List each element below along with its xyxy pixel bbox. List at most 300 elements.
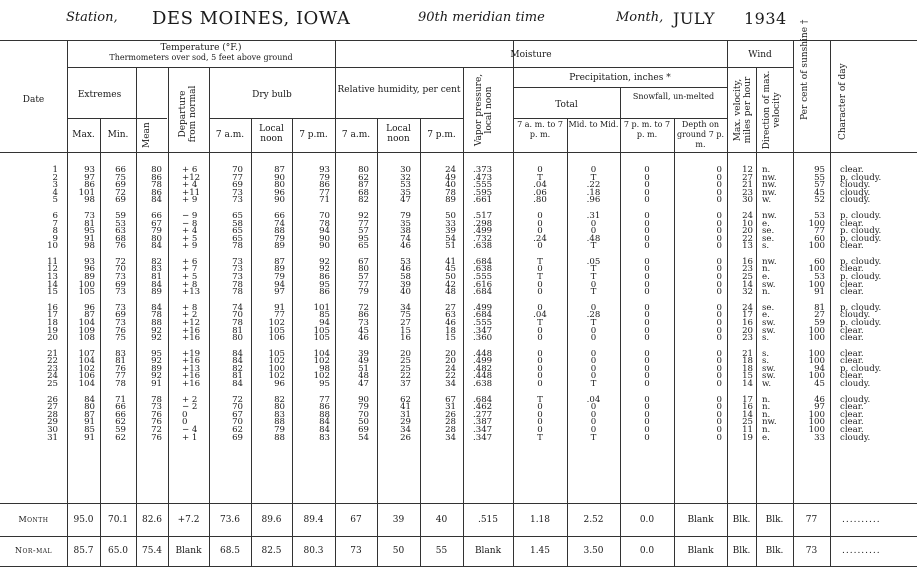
table-cell: 105 <box>78 287 95 298</box>
table-cell: 0 <box>716 348 722 359</box>
table-cell: 22 <box>742 233 753 244</box>
min-header: Min. <box>107 130 129 140</box>
table-cell: 68 <box>115 233 126 244</box>
rh-7am-header: 7 a.m. <box>341 130 371 140</box>
normal-bottom-rule <box>0 566 917 567</box>
table-cell: 0 <box>644 241 650 252</box>
table-cell: 47 <box>358 379 369 389</box>
table-cell: 39 <box>358 348 369 359</box>
table-cell: nw. <box>762 187 777 198</box>
table-cell: 0 <box>644 272 650 282</box>
table-cell: 38 <box>400 226 411 237</box>
table-cell: s. <box>762 348 770 359</box>
table-cell: .595 <box>473 187 493 198</box>
table-cell: 0 <box>590 302 597 313</box>
summary-cell: 55 <box>435 546 448 556</box>
data-bottom-rule <box>0 503 917 504</box>
table-cell: 62 <box>115 417 126 428</box>
table-cell: 0 <box>537 363 543 374</box>
table-cell: clear. <box>840 287 864 298</box>
table-cell: 87 <box>274 165 285 175</box>
table-cell: 83 <box>151 264 162 275</box>
table-cell: 73 <box>115 317 126 328</box>
table-cell: 105 <box>313 333 330 344</box>
table-cell: 0 <box>182 409 188 420</box>
table-cell: clear. <box>840 264 864 275</box>
table-cell: 69 <box>115 310 126 321</box>
table-cell: 21 <box>742 348 753 359</box>
table-cell: 0 <box>716 371 722 382</box>
table-cell: 45 <box>445 264 456 275</box>
table-cell: 66 <box>115 165 126 175</box>
summary-cell: 89.4 <box>303 515 324 525</box>
table-cell: 108 <box>78 333 95 344</box>
table-cell: 10 <box>47 241 58 252</box>
table-cell: 77 <box>358 218 369 229</box>
table-cell: 46 <box>400 241 411 252</box>
table-cell: 48 <box>358 371 369 382</box>
table-cell: 63 <box>445 310 456 321</box>
table-cell: 65 <box>358 241 369 252</box>
table-cell: 67 <box>358 256 369 267</box>
table-cell: .684 <box>473 394 493 405</box>
table-cell: 51 <box>445 241 456 252</box>
table-cell: p. cloudy. <box>840 363 882 374</box>
table-cell: 60 <box>814 256 825 267</box>
summary-cell: 80.3 <box>303 546 324 556</box>
precip-mid-header: Mid. to Mid. <box>568 120 619 129</box>
table-cell: 0 <box>644 356 650 367</box>
table-cell: 100 <box>808 333 825 344</box>
table-cell: 0 <box>537 165 543 175</box>
table-cell: 63 <box>115 226 126 237</box>
month-label: Month, <box>616 10 664 25</box>
table-cell: 106 <box>78 371 95 382</box>
summary-cell: Blank <box>687 546 714 556</box>
table-cell: 52 <box>814 195 825 206</box>
table-cell: 77 <box>319 394 330 405</box>
table-cell: 90 <box>274 172 285 183</box>
summary-dots: .......... <box>842 515 881 525</box>
rh-noon-header: Local noon <box>386 124 411 144</box>
table-cell: 12 <box>47 264 58 275</box>
table-cell: 0 <box>644 325 650 336</box>
table-cell: 0 <box>716 226 722 237</box>
table-cell: clear. <box>840 348 864 359</box>
table-cell: nw. <box>762 210 777 221</box>
table-cell: 76 <box>151 409 162 420</box>
table-cell: 69 <box>115 279 126 290</box>
table-cell: 90 <box>274 195 285 206</box>
table-cell: 0 <box>644 210 650 221</box>
table-cell: 0 <box>590 348 597 359</box>
table-cell: 0 <box>644 417 650 428</box>
table-cell: .04 <box>586 394 601 405</box>
table-cell: .684 <box>473 310 493 321</box>
summary-cell: 73 <box>805 546 818 556</box>
table-cell: 102 <box>313 356 330 367</box>
table-cell: 81 <box>232 325 243 336</box>
table-cell: .347 <box>473 432 493 443</box>
table-cell: 13 <box>47 272 58 282</box>
table-cell: 50 <box>358 417 369 428</box>
table-cell: 95 <box>814 165 825 175</box>
table-cell: 45 <box>358 325 369 336</box>
summary-cell: Blk. <box>765 546 784 556</box>
table-cell: 26 <box>47 394 58 405</box>
wind-rule <box>727 67 793 68</box>
table-cell: 0 <box>644 264 650 275</box>
table-cell: 76 <box>115 363 126 374</box>
table-cell: 81 <box>151 272 162 282</box>
table-cell: .05 <box>586 256 601 267</box>
table-cell: .732 <box>473 233 493 244</box>
table-cell: s. <box>762 356 770 367</box>
table-cell: 65 <box>232 210 243 221</box>
table-cell: 100 <box>808 348 825 359</box>
table-cell: 59 <box>115 210 126 221</box>
table-cell: 79 <box>400 210 411 221</box>
table-cell: 54 <box>358 432 369 443</box>
table-cell: 65 <box>232 226 243 237</box>
table-top-rule <box>0 40 917 41</box>
table-cell: .499 <box>473 356 493 367</box>
normal-summary-row-label: Nor-mal <box>14 546 53 555</box>
max-velocity-header: Max. velocity, miles per hour <box>733 76 753 144</box>
table-cell: 0 <box>590 417 597 428</box>
table-cell: 59 <box>115 424 126 435</box>
table-cell: n. <box>762 394 771 405</box>
table-cell: 0 <box>716 172 722 183</box>
table-cell: 49 <box>445 172 456 183</box>
table-cell: cloudy. <box>840 310 871 321</box>
table-cell: 22 <box>47 356 58 367</box>
table-cell: 18 <box>742 363 753 374</box>
table-cell: 0 <box>590 333 597 344</box>
table-cell: 94 <box>319 317 330 328</box>
table-cell: 71 <box>115 394 126 405</box>
table-cell: 0 <box>644 363 650 374</box>
table-cell: T <box>537 394 543 405</box>
table-cell: 0 <box>644 226 650 237</box>
table-cell: 0 <box>716 310 722 321</box>
table-cell: 0 <box>716 264 722 275</box>
table-cell: .661 <box>473 195 493 206</box>
table-cell: 77 <box>115 371 126 382</box>
table-cell: − 8 <box>182 218 198 229</box>
wind-header: Wind <box>748 50 772 60</box>
table-cell: 6 <box>52 210 58 221</box>
table-cell: 42 <box>445 279 456 290</box>
table-cell: 90 <box>319 241 330 252</box>
table-cell: 31 <box>47 432 58 443</box>
summary-cell: 85.7 <box>73 546 94 556</box>
table-cell: 86 <box>151 187 162 198</box>
table-cell: .499 <box>473 302 493 313</box>
table-cell: 73 <box>232 187 243 198</box>
date-header: Date <box>22 95 45 105</box>
table-cell: 92 <box>319 264 330 275</box>
table-cell: 0 <box>537 409 543 420</box>
table-cell: +12 <box>182 317 201 328</box>
table-cell: 45 <box>814 379 825 389</box>
table-row <box>0 335 917 343</box>
table-cell: 40 <box>445 180 456 191</box>
summary-cell: 77 <box>805 515 818 525</box>
table-cell: 46 <box>358 333 369 344</box>
table-cell: 32 <box>400 172 411 183</box>
table-cell: 89 <box>151 363 162 374</box>
table-cell: 0 <box>590 218 597 229</box>
table-cell: 95 <box>151 348 162 359</box>
table-cell: 50 <box>445 210 456 221</box>
table-cell: 78 <box>151 310 162 321</box>
table-cell: 74 <box>274 218 285 229</box>
table-cell: 69 <box>115 180 126 191</box>
table-cell: 76 <box>151 432 162 443</box>
table-cell: 84 <box>232 379 243 389</box>
table-cell: 80 <box>274 180 285 191</box>
summary-cell: +7.2 <box>177 515 200 525</box>
table-cell: 25 <box>400 363 411 374</box>
table-cell: 16 <box>742 317 753 328</box>
moisture-header: Moisture <box>510 50 552 60</box>
table-cell: +19 <box>182 348 201 359</box>
table-cell: 20 <box>445 348 456 359</box>
table-cell: 84 <box>232 356 243 367</box>
table-cell: 8 <box>52 226 58 237</box>
table-cell: 0 <box>537 226 543 237</box>
table-cell: 58 <box>400 272 411 282</box>
table-cell: 102 <box>268 356 285 367</box>
table-cell: 0 <box>537 348 543 359</box>
table-cell: 18 <box>742 356 753 367</box>
table-cell: 81 <box>84 218 95 229</box>
table-cell: 32 <box>742 287 753 298</box>
table-cell: 17 <box>742 394 753 405</box>
table-cell: 29 <box>47 417 58 428</box>
table-cell: + 8 <box>182 279 198 290</box>
table-cell: T <box>590 172 597 183</box>
table-cell: 24 <box>47 371 58 382</box>
table-cell: 0 <box>716 218 722 229</box>
table-cell: 0 <box>590 325 597 336</box>
table-cell: 0 <box>716 187 722 198</box>
table-cell: 100 <box>808 218 825 229</box>
table-cell: + 2 <box>182 394 198 405</box>
table-cell: +16 <box>182 333 201 344</box>
table-cell: 21 <box>742 180 753 191</box>
table-cell: 16 <box>742 402 753 413</box>
table-cell: 25 <box>400 356 411 367</box>
table-cell: 31 <box>445 402 456 413</box>
table-cell: sw. <box>762 371 776 382</box>
table-cell: 62 <box>115 432 126 443</box>
table-cell: 73 <box>115 302 126 313</box>
table-cell: p. cloudy. <box>840 272 882 282</box>
table-cell: 92 <box>358 210 369 221</box>
table-cell: .499 <box>473 226 493 237</box>
table-cell: .347 <box>473 325 493 336</box>
table-cell: 106 <box>268 333 285 344</box>
table-cell: .482 <box>473 363 493 374</box>
table-cell: 84 <box>84 394 95 405</box>
table-cell: sw. <box>762 279 776 290</box>
summary-cell: Blk. <box>765 515 784 525</box>
table-cell: 97 <box>274 287 285 298</box>
table-cell: 35 <box>400 218 411 229</box>
table-cell: 81 <box>232 371 243 382</box>
table-cell: 20 <box>445 356 456 367</box>
table-cell: 100 <box>78 279 95 290</box>
table-cell: 0 <box>716 432 722 443</box>
table-row <box>0 381 917 389</box>
summary-dots: .......... <box>842 546 881 556</box>
table-cell: 0 <box>537 210 543 221</box>
table-cell: 0 <box>644 195 650 206</box>
table-cell: se. <box>762 233 775 244</box>
table-cell: 73 <box>84 210 95 221</box>
table-cell: 23 <box>47 363 58 374</box>
table-cell: 0 <box>716 241 722 252</box>
table-cell: T <box>590 264 597 275</box>
table-cell: clear. <box>840 402 864 413</box>
table-cell: 89 <box>274 241 285 252</box>
summary-cell: Blank <box>474 546 502 556</box>
table-cell: 50 <box>445 272 456 282</box>
table-cell: 78 <box>319 218 330 229</box>
station-label: Station, <box>66 10 118 25</box>
table-cell: 102 <box>313 371 330 382</box>
summary-cell: 3.50 <box>583 546 604 556</box>
table-cell: 73 <box>115 272 126 282</box>
table-cell: 78 <box>232 279 243 290</box>
table-cell: 4 <box>52 187 58 198</box>
table-cell: .28 <box>586 310 601 321</box>
table-cell: 81 <box>814 302 825 313</box>
depth-header: Depth on ground 7 p. m. <box>676 120 725 149</box>
table-cell: 73 <box>151 402 162 413</box>
table-cell: clear. <box>840 356 864 367</box>
precip-header: Precipitation, inches * <box>569 73 671 83</box>
table-cell: 53 <box>115 218 126 229</box>
table-cell: 97 <box>814 402 825 413</box>
table-cell: 67 <box>445 394 456 405</box>
extremes-rule <box>67 118 167 119</box>
table-cell: 88 <box>274 432 285 443</box>
table-cell: 70 <box>319 210 330 221</box>
table-cell: 102 <box>78 363 95 374</box>
table-cell: .473 <box>473 172 493 183</box>
table-cell: 16 <box>400 333 411 344</box>
table-cell: 105 <box>313 325 330 336</box>
summary-cell: 73.6 <box>219 515 241 525</box>
table-cell: 95 <box>84 226 95 237</box>
table-cell: 78 <box>151 394 162 405</box>
table-cell: 0 <box>644 218 650 229</box>
table-cell: +16 <box>182 325 201 336</box>
table-cell: 58 <box>232 218 243 229</box>
table-cell: 25 <box>742 272 753 282</box>
table-cell: +12 <box>182 172 201 183</box>
table-cell: 66 <box>274 210 285 221</box>
table-cell: 0 <box>537 287 543 298</box>
summary-cell: 73 <box>350 546 362 556</box>
table-cell: 83 <box>274 409 285 420</box>
table-cell: 109 <box>78 325 95 336</box>
table-cell: 0 <box>537 356 543 367</box>
table-cell: p. cloudy. <box>840 256 882 267</box>
table-cell: e. <box>762 432 770 443</box>
table-cell: 0 <box>716 180 722 191</box>
summary-cell: .515 <box>477 515 499 525</box>
table-row <box>0 197 917 205</box>
table-cell: cloudy. <box>840 394 871 405</box>
table-cell: 98 <box>319 363 330 374</box>
table-cell: +13 <box>182 363 201 374</box>
table-cell: .517 <box>473 210 493 221</box>
table-cell: 94 <box>274 279 285 290</box>
table-cell: 34 <box>445 432 456 443</box>
summary-cell: 50 <box>392 546 405 556</box>
table-cell: 24 <box>742 302 753 313</box>
table-cell: 88 <box>151 317 162 328</box>
table-cell: .448 <box>473 348 493 359</box>
table-cell: 91 <box>84 417 95 428</box>
table-cell: 0 <box>590 371 597 382</box>
table-cell: 69 <box>358 424 369 435</box>
table-cell: T <box>537 432 543 443</box>
table-cell: 96 <box>274 187 285 198</box>
summary-cell: 67 <box>350 515 362 525</box>
max-header: Max. <box>72 130 95 140</box>
table-cell: 0 <box>537 264 543 275</box>
table-cell: 0 <box>644 424 650 435</box>
table-cell: 28 <box>445 417 456 428</box>
summary-cell: 0.0 <box>639 546 655 556</box>
month-summary-row <box>0 515 917 529</box>
summary-cell: Blk. <box>732 546 751 556</box>
table-cell: 79 <box>151 226 162 237</box>
departure-header: Departure from normal <box>178 85 198 143</box>
rh-7pm-header: 7 p.m. <box>427 130 456 140</box>
table-cell: 0 <box>537 424 543 435</box>
table-cell: n. <box>762 165 771 175</box>
column-rule <box>830 40 831 566</box>
table-cell: 73 <box>232 256 243 267</box>
table-cell: 27 <box>400 317 411 328</box>
table-cell: 0 <box>716 195 722 206</box>
table-cell: 0 <box>537 279 543 290</box>
table-cell: 25 <box>47 379 58 389</box>
table-cell: .373 <box>473 165 493 175</box>
table-cell: 13 <box>742 241 753 252</box>
summary-cell: 0.0 <box>639 515 655 525</box>
table-cell: 0 <box>716 165 722 175</box>
drybulb-rule <box>209 118 335 119</box>
table-cell: 92 <box>151 356 162 367</box>
table-cell: 11 <box>742 424 753 435</box>
table-cell: 0 <box>644 394 650 405</box>
table-cell: 83 <box>319 432 330 443</box>
table-cell: 0 <box>590 402 597 413</box>
table-cell: 0 <box>644 172 650 183</box>
summary-cell: 68.5 <box>219 546 241 556</box>
table-cell: 23 <box>742 187 753 198</box>
mean-header: Mean <box>142 122 152 148</box>
table-cell: 74 <box>400 233 411 244</box>
table-cell: 93 <box>84 256 95 267</box>
